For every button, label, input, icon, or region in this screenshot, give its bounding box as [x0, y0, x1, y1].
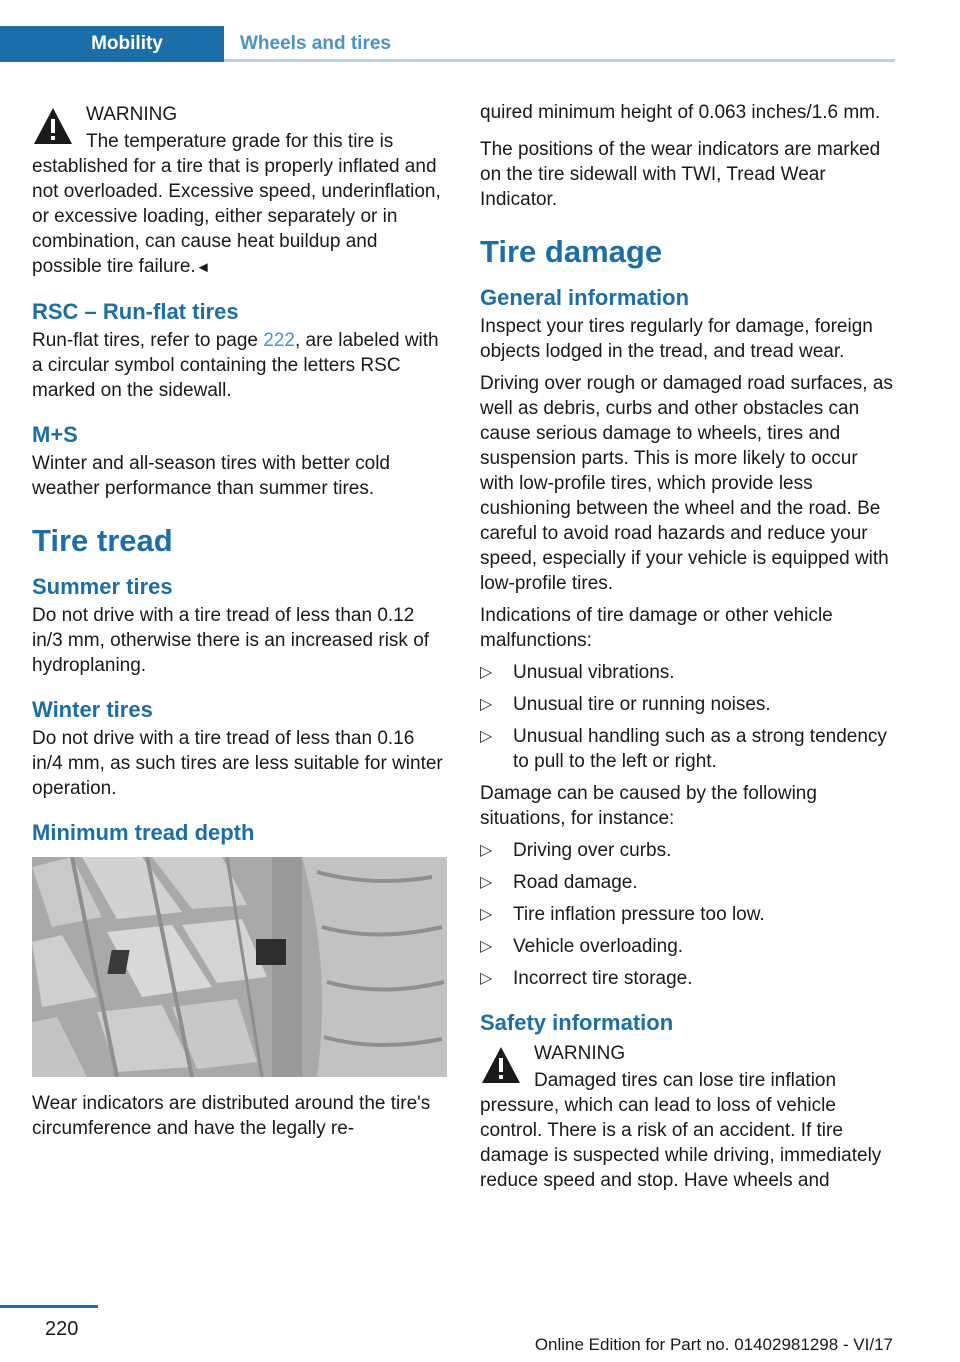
warning-triangle-icon [480, 1045, 522, 1085]
list-item: ▷ Unusual tire or running noises. [480, 694, 771, 715]
causes-list [480, 838, 895, 991]
warning-text: Damaged tires can lose tire inflation pressure, which can lead to loss of vehicle control. There is a risk of an accident. If tire damage is suspected while driving, immediately reduce speed and stop. Have wheels and [480, 1070, 882, 1191]
warning-title: WARNING [534, 1043, 626, 1064]
header-rule [224, 59, 895, 62]
summer-heading: Summer tires [32, 574, 173, 599]
winter-heading: Winter tires [32, 697, 153, 722]
triangle-bullet-icon: ▷ [480, 970, 493, 987]
twi-paragraph: The positions of the wear indicators are marked on the tire sidewall with TWI, Tread Wear Indicator. [480, 139, 881, 210]
list-item: ▷ Unusual vibrations. [480, 662, 675, 683]
ms-heading: M+S [32, 422, 78, 447]
chapter-title: Wheels and tires [240, 33, 391, 54]
min-depth-heading: Minimum tread depth [32, 820, 255, 845]
triangle-bullet-icon: ▷ [480, 664, 493, 681]
edition-note: Online Edition for Part no. 01402981298 - VI/17 [534, 1335, 893, 1354]
triangle-bullet-icon: ▷ [480, 842, 493, 859]
rsc-paragraph [32, 328, 447, 403]
triangle-bullet-icon: ▷ [480, 696, 493, 713]
page-number: 220 [45, 1318, 79, 1340]
rsc-text-1: Run-flat tires, refer to page [32, 330, 264, 351]
warning-title: WARNING [86, 104, 178, 125]
section-tab [0, 26, 224, 62]
tire-tread-illustration [32, 857, 447, 1077]
rsc-text-2: , are labeled with a circular symbol containing the letters RSC marked on the sidewall. [32, 330, 439, 401]
general-paragraph-4: Damage can be caused by the following situations, for instance: [480, 783, 817, 829]
list-item: ▷ Driving over curbs. [480, 840, 672, 861]
list-item: ▷ Unusual handling such as a strong tendency to pull to the left or right. [480, 726, 887, 772]
footer-rule [0, 1305, 98, 1308]
left-column [32, 100, 447, 1148]
ms-paragraph: Winter and all-season tires with better cold weather performance than summer tires. [32, 453, 390, 499]
rsc-heading: RSC – Run-flat tires [32, 299, 239, 324]
right-column [480, 100, 895, 1200]
tire-damage-heading: Tire damage [480, 234, 663, 269]
safety-info-heading: Safety information [480, 1010, 674, 1035]
list-item: ▷ Vehicle overloading. [480, 936, 684, 957]
list-item: ▷ Tire inflation pressure too low. [480, 904, 765, 925]
warning-block [32, 100, 447, 280]
triangle-bullet-icon: ▷ [480, 728, 493, 745]
warning-text: The temperature grade for this tire is established for a tire that is properly inflated and not overloaded. Excessive speed, underinflation, or excessive loading, either separately or in combination, can cause heat buildup and possible tire failure. [32, 131, 441, 277]
summer-paragraph: Do not drive with a tire tread of less than 0.12 in/3 mm, otherwise there is an increased risk of hydroplaning. [32, 605, 430, 676]
list-item: ▷ Incorrect tire storage. [480, 968, 693, 989]
continued-paragraph: quired minimum height of 0.063 inches/1.6 mm. [480, 102, 881, 123]
general-paragraph-3: Indications of tire damage or other vehicle malfunctions: [480, 605, 833, 651]
end-mark-icon: ◄ [195, 259, 211, 276]
general-info-heading: General information [480, 285, 690, 310]
indications-list [480, 660, 895, 774]
triangle-bullet-icon: ▷ [480, 906, 493, 923]
triangle-bullet-icon: ▷ [480, 938, 493, 955]
page-header [0, 26, 895, 62]
warning-triangle-icon [32, 106, 74, 146]
list-item: ▷ Road damage. [480, 872, 638, 893]
page-link-222[interactable]: 222 [263, 330, 295, 351]
general-paragraph-1: Inspect your tires regularly for damage, foreign objects lodged in the tread, and tread wear. [480, 316, 873, 362]
section-tab-label: Mobility [91, 33, 163, 54]
general-paragraph-2: Driving over rough or damaged road surfaces, as well as debris, curbs and other obstacles can cause serious damage to wheels, tires and suspension parts. This is more likely to occur with low-profile tires, which provide less cushioning between the wheel and the road. Be careful to avoid road hazards and reduce your speed, especially if your vehicle is equipped with low-profile tires. [480, 373, 893, 594]
tire-tread-heading: Tire tread [32, 523, 173, 558]
winter-paragraph: Do not drive with a tire tread of less than 0.16 in/4 mm, as such tires are less suitable for winter operation. [32, 728, 443, 799]
figure-caption: Wear indicators are distributed around the tire's circumference and have the legally re- [32, 1093, 431, 1139]
triangle-bullet-icon: ▷ [480, 874, 493, 891]
warning-block [480, 1039, 895, 1193]
